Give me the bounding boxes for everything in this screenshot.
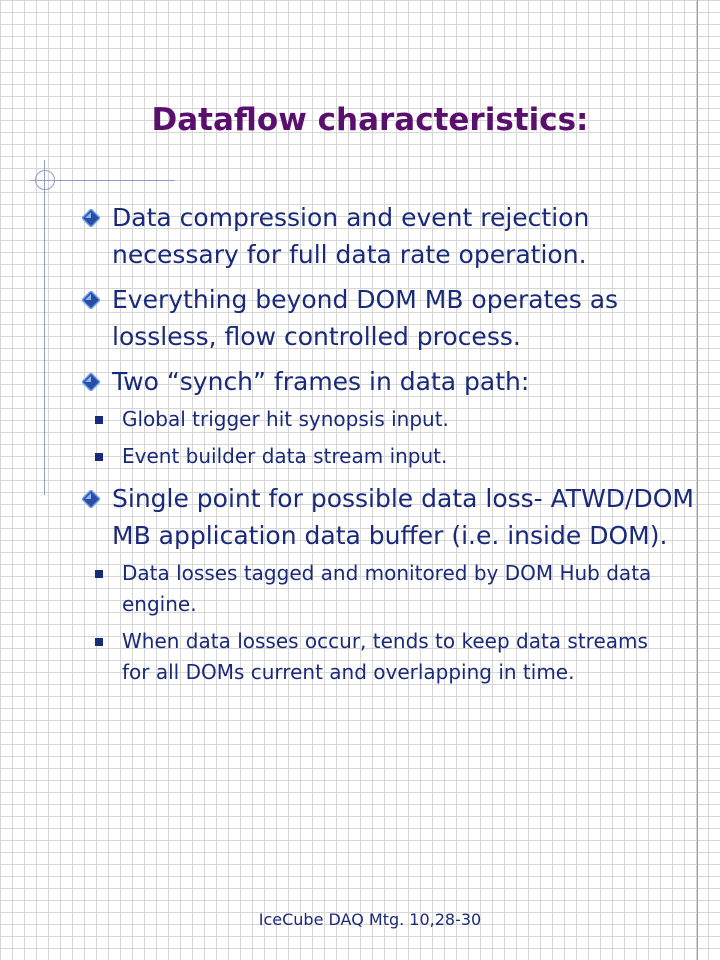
sub-bullet-text: Global trigger hit synopsis input. xyxy=(122,407,449,431)
bullet-text: Single point for possible data loss- ATWD/DOM MB application data buffer (i.e. inside DOM). xyxy=(112,484,694,550)
square-bullet-icon xyxy=(95,453,103,461)
bullet-text: Two “synch” frames in data path: xyxy=(112,367,530,396)
bullet-item xyxy=(80,363,700,400)
decorative-vertical-line-left xyxy=(44,160,45,495)
bullet-item xyxy=(80,480,700,554)
diamond-bullet-icon xyxy=(82,373,100,391)
slide-footer: IceCube DAQ Mtg. 10,28-30 xyxy=(258,910,482,929)
sub-bullet-item xyxy=(48,626,700,688)
sub-bullet-list xyxy=(80,404,700,472)
slide-title: Dataflow characteristics: xyxy=(151,102,589,138)
diamond-bullet-icon xyxy=(82,490,100,508)
sub-bullet-list xyxy=(80,558,700,688)
decorative-circle xyxy=(35,170,55,190)
sub-bullet-text: Data losses tagged and monitored by DOM Hub data engine. xyxy=(122,561,652,616)
sub-bullet-item xyxy=(48,558,700,620)
bullet-item xyxy=(80,281,700,355)
diamond-bullet-icon xyxy=(82,291,100,309)
square-bullet-icon xyxy=(95,570,103,578)
sub-bullet-text: When data losses occur, tends to keep data streams for all DOMs current and overlapping in time. xyxy=(122,629,648,684)
sub-bullet-item xyxy=(48,404,700,435)
bullet-item xyxy=(80,199,700,273)
sub-bullet-text: Event builder data stream input. xyxy=(122,444,448,468)
bullet-text: Everything beyond DOM MB operates as lossless, flow controlled process. xyxy=(112,285,619,351)
diamond-bullet-icon xyxy=(82,209,100,227)
bullet-text: Data compression and event rejection necessary for full data rate operation. xyxy=(112,203,590,269)
slide-content xyxy=(80,199,700,696)
square-bullet-icon xyxy=(95,416,103,424)
square-bullet-icon xyxy=(95,638,103,646)
sub-bullet-item xyxy=(48,441,700,472)
